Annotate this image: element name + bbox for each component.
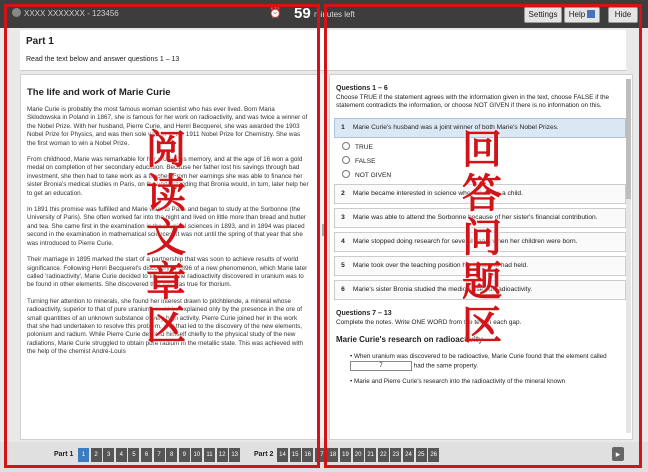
nav-question-22[interactable]: 22: [378, 448, 389, 462]
question-text: Marie's sister Bronia studied the medical uses of radioactivity.: [352, 286, 533, 293]
note-item: • When uranium was discovered to be radioactive, Marie Curie found that the element called 7 had the same property.: [350, 353, 607, 370]
nav-part-1-label[interactable]: Part 1: [54, 451, 74, 458]
nav-question-26[interactable]: 26: [428, 448, 439, 462]
nav-question-11[interactable]: 11: [204, 448, 215, 462]
question-number: 3: [341, 214, 345, 221]
nav-question-19[interactable]: 19: [340, 448, 351, 462]
timer-minutes: 59: [294, 5, 311, 22]
answer-area-label: 回答问题区: [462, 127, 502, 349]
nav-question-4[interactable]: 4: [116, 448, 127, 462]
note-text: When uranium was discovered to be radioactive, Marie Curie found that the element called: [353, 353, 607, 360]
help-label: Help: [568, 10, 586, 19]
passage-paragraph: Their marriage in 1895 marked the start of a partnership that was soon to achieve results of world significance. Following Henri Becquerel's discovery in 1896 of a new phenomenon, which Marie later called 'radioactivity', Marie Curie decided to find out if the radioactivity discovered in uranium was to be found in other elements. She discovered that this was true for thorium.: [27, 256, 308, 289]
nav-question-14[interactable]: 14: [277, 448, 288, 462]
hide-button[interactable]: Hide: [608, 7, 638, 23]
question-number: 4: [341, 238, 345, 245]
nav-question-23[interactable]: 23: [390, 448, 401, 462]
gap-input-7[interactable]: 7: [350, 361, 412, 371]
question-group-heading: Questions 1 – 6: [336, 85, 388, 92]
nav-question-6[interactable]: 6: [141, 448, 152, 462]
question-group-instruction: Choose TRUE if the statement agrees with the information given in the text, choose FALSE if the statement contradicts the information, or choose NOT GIVEN if there is no information on this.: [336, 94, 610, 109]
part-title: Part 1: [26, 36, 54, 47]
nav-question-2[interactable]: 2: [91, 448, 102, 462]
question-text: Marie Curie's husband was a joint winner of both Marie's Nobel Prizes.: [352, 124, 559, 131]
next-arrow-icon[interactable]: ▸: [612, 447, 624, 461]
passage-title: The life and work of Marie Curie: [27, 87, 171, 98]
nav-question-8[interactable]: 8: [166, 448, 177, 462]
question-number: 6: [341, 286, 345, 293]
nav-question-7[interactable]: 7: [154, 448, 165, 462]
nav-question-13[interactable]: 13: [229, 448, 240, 462]
passage-paragraph: Marie Curie is probably the most famous woman scientist who has ever lived. Born Maria Sklodowska in Poland in 1867, she is famous for her work on radioactivity, and was twice a winner of the Nobel Prize. With her husband, Pierre Curie, and Henri Becquerel, she was awarded the 1903 Nobel Prize for Physics, and was then sole winner of the 1911 Nobel Prize for Chemistry. She was the first woman to win a Nobel Prize.: [27, 106, 308, 147]
timer-label: minutes left: [314, 10, 355, 19]
nav-question-5[interactable]: 5: [128, 448, 139, 462]
reading-area-label: 阅读文章区: [146, 127, 186, 349]
question-text: Marie was able to attend the Sorbonne because of her sister's financial contribution.: [352, 214, 598, 221]
nav-question-10[interactable]: 10: [191, 448, 202, 462]
question-number: 1: [341, 124, 345, 131]
nav-question-24[interactable]: 24: [403, 448, 414, 462]
nav-question-20[interactable]: 20: [353, 448, 364, 462]
nav-question-1[interactable]: 1: [78, 448, 89, 462]
note-text: had the same property.: [413, 362, 479, 370]
nav-question-9[interactable]: 9: [179, 448, 190, 462]
passage-paragraph: From childhood, Marie was remarkable for her prodigious memory, and at the age of 16 won a gold medal on completion of her secondary education. Because her father lost his savings through bad investment, she then had to take work as a teacher. From her earnings she was able to finance her sister Bronia's medical studies in Paris, on the understanding that Bronia would, in turn, later help her to get an education.: [27, 156, 309, 197]
question-number: 5: [341, 262, 345, 269]
note-text: Marie and Pierre Curie's research into the radioactivity of the mineral known: [353, 378, 566, 385]
nav-question-15[interactable]: 15: [290, 448, 301, 462]
clock-icon: ⏰: [269, 8, 282, 19]
nav-question-17[interactable]: 17: [315, 448, 326, 462]
question-group-instruction: Complete the notes. Write ONE WORD from the text in each gap.: [336, 319, 522, 326]
question-text: Marie took over the teaching position her husband had held.: [352, 262, 529, 269]
option-label: NOT GIVEN: [355, 172, 392, 179]
nav-question-12[interactable]: 12: [217, 448, 228, 462]
nav-question-18[interactable]: 18: [327, 448, 338, 462]
nav-question-21[interactable]: 21: [365, 448, 376, 462]
question-text: Marie became interested in science when she was a child.: [352, 190, 523, 197]
question-group-heading: Questions 7 – 13: [336, 310, 392, 317]
passage-paragraph: Turning her attention to minerals, she found her interest drawn to pitchblende, a mineral whose radioactivity, superior to that of pure uranium, could be explained only by the presence in the ore of small quantities of an unknown substance of very high activity. Pierre Curie joined her in the work that she had undertaken to resolve this problem, and that led to the discovery of the new elements, polonium and radium. While Pierre Curie devoted himself chiefly to the physical study of the new radiations, Marie Curie struggled to obtain pure radium in the metallic state. This was achieved with the help of the chemist André-Louis: [27, 297, 304, 356]
note-item: • Marie and Pierre Curie's research into the radioactivity of the mineral known: [350, 378, 566, 385]
nav-question-25[interactable]: 25: [416, 448, 427, 462]
part-instruction: Read the text below and answer questions 1 – 13: [26, 56, 180, 63]
option-label: FALSE: [355, 158, 376, 165]
nav-question-3[interactable]: 3: [103, 448, 114, 462]
settings-button[interactable]: Settings: [524, 7, 562, 23]
passage-paragraph: In 1891 this promise was fulfilled and Marie went to Paris and began to study at the Sorbonne (the University of Paris). She often worked far into the night and lived on little more than bread and butter and tea. She came first in the examination in the physical sciences in 1893, and in 1894 was placed second in the examination in mathematical sciences. It was not until the spring of that year that she was introduced to Pierre Curie.: [27, 206, 306, 247]
nav-part-2-label[interactable]: Part 2: [254, 451, 274, 458]
question-text: Marie stopped doing research for several years when her children were born.: [352, 238, 578, 245]
option-label: TRUE: [355, 144, 373, 151]
question-number: 2: [341, 190, 345, 197]
candidate-id: XXXX XXXXXXX - 123456: [24, 9, 119, 18]
nav-question-16[interactable]: 16: [302, 448, 313, 462]
notes-title: Marie Curie's research on radioactivity: [336, 335, 483, 344]
